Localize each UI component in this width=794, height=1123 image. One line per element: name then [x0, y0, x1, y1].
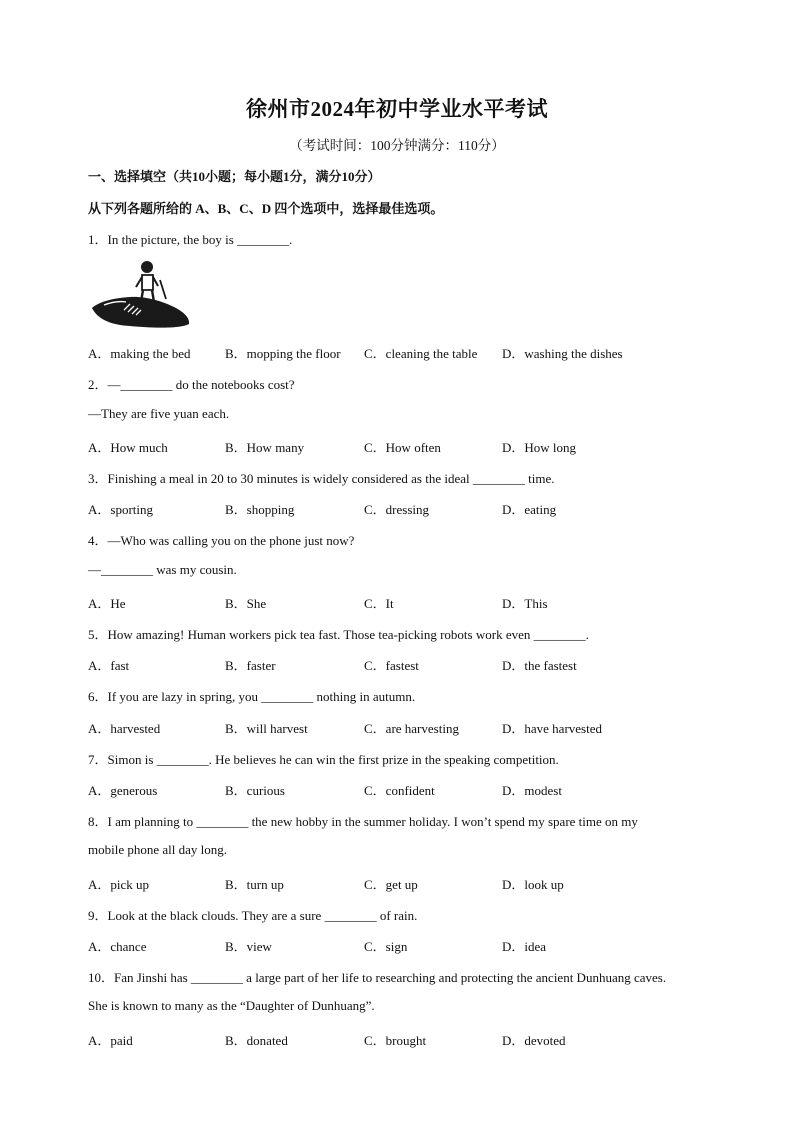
question-2-reply: —They are five yuan each. — [88, 406, 230, 421]
question-3-stem: 3．Finishing a meal in 20 to 30 minutes is widely considered as the ideal ________ time. — [88, 471, 555, 486]
question-10-options — [88, 1030, 728, 1048]
question-8-options — [88, 874, 728, 892]
option-b: B．turn up — [225, 877, 284, 892]
option-b: B．curious — [225, 783, 285, 798]
option-b: B．How many — [225, 440, 305, 455]
question-7-stem: 7．Simon is ________. He believes he can win the first prize in the speaking competition. — [88, 752, 559, 767]
question-5-stem: 5．How amazing! Human workers pick tea fast. Those tea-picking robots work even ________. — [88, 627, 589, 642]
option-a: A．paid — [88, 1033, 133, 1048]
option-d: D．have harvested — [502, 721, 602, 736]
exam-title: 徐州市2024年初中学业水平考试 — [246, 97, 548, 121]
question-9-options — [88, 936, 728, 954]
question-5-options — [88, 655, 728, 673]
question-8-stem: 8．I am planning to ________ the new hobby in the summer holiday. I won’t spend my spare time on my — [88, 814, 638, 829]
option-c: C．sign — [364, 939, 408, 954]
question-1-options — [88, 343, 728, 361]
option-b: B．faster — [225, 658, 276, 673]
question-3-options — [88, 499, 728, 517]
option-a: A．He — [88, 596, 126, 611]
question-9-stem: 9．Look at the black clouds. They are a sure ________ of rain. — [88, 908, 418, 923]
option-d: D．the fastest — [502, 658, 577, 673]
exam-subtitle: （考试时间：100分钟满分：110分） — [289, 138, 505, 153]
option-d: D．look up — [502, 877, 564, 892]
option-d: D．idea — [502, 939, 547, 954]
option-c: C．are harvesting — [364, 721, 459, 736]
option-c: C．cleaning the table — [364, 346, 478, 361]
option-d: D．modest — [502, 783, 562, 798]
question-2-stem: 2．—________ do the notebooks cost? — [88, 377, 295, 392]
question-10-stem-cont: She is known to many as the “Daughter of Dunhuang”. — [88, 998, 375, 1013]
question-10-stem: 10．Fan Jinshi has ________ a large part of her life to researching and protecting the ancient Dunhuang caves. — [88, 970, 667, 985]
option-b: B．donated — [225, 1033, 288, 1048]
option-a: A．sporting — [88, 502, 154, 517]
option-b: B．view — [225, 939, 272, 954]
question-8-stem-cont: mobile phone all day long. — [88, 842, 228, 857]
option-a: A．How much — [88, 440, 168, 455]
question-2-options — [88, 437, 728, 455]
option-c: C．dressing — [364, 502, 430, 517]
option-b: B．will harvest — [225, 721, 308, 736]
option-c: C．It — [364, 596, 394, 611]
option-c: C．fastest — [364, 658, 419, 673]
question-4-options — [88, 593, 728, 611]
option-c: C．confident — [364, 783, 435, 798]
option-c: C．brought — [364, 1033, 427, 1048]
option-a: A．fast — [88, 658, 130, 673]
boy-mopping-illustration — [90, 258, 192, 330]
option-d: D．washing the dishes — [502, 346, 623, 361]
option-c: C．get up — [364, 877, 418, 892]
option-d: D．eating — [502, 502, 557, 517]
option-a: A．harvested — [88, 721, 161, 736]
question-6-stem: 6．If you are lazy in spring, you ________ nothing in autumn. — [88, 689, 416, 704]
question-4-stem: 4．—Who was calling you on the phone just now? — [88, 533, 355, 548]
option-a: A．pick up — [88, 877, 150, 892]
option-a: A．generous — [88, 783, 158, 798]
option-d: D．How long — [502, 440, 577, 455]
option-c: C．How often — [364, 440, 441, 455]
option-a: A．chance — [88, 939, 147, 954]
question-7-options — [88, 780, 728, 798]
option-b: B．shopping — [225, 502, 295, 517]
section-heading: 一、选择填空（共10小题；每小题1分，满分10分） — [88, 169, 381, 184]
option-b: B．She — [225, 596, 267, 611]
option-b: B．mopping the floor — [225, 346, 341, 361]
question-6-options — [88, 718, 728, 736]
section-instruction: 从下列各题所给的 A、B、C、D 四个选项中，选择最佳选项。 — [88, 201, 444, 216]
option-d: D．This — [502, 596, 548, 611]
question-4-reply: —________ was my cousin. — [88, 562, 237, 577]
option-d: D．devoted — [502, 1033, 566, 1048]
question-1-stem: 1．In the picture, the boy is ________. — [88, 232, 293, 247]
option-a: A．making the bed — [88, 346, 191, 361]
